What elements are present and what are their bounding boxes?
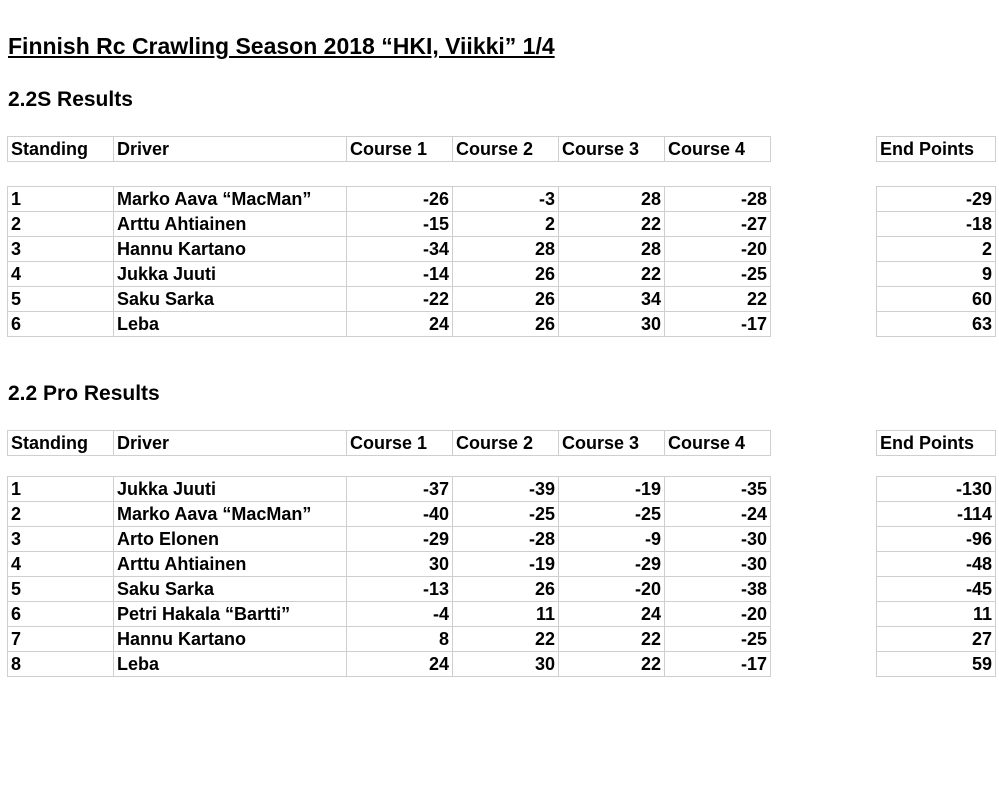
cell-standing: 7 [7,626,114,652]
cell-course-4: -27 [664,211,771,237]
cell-course-3: 22 [558,211,665,237]
cell-course-3: -9 [558,526,665,552]
cell-standing: 1 [7,476,114,502]
cell-standing: 5 [7,286,114,312]
cell-course-1: 8 [346,626,453,652]
cell-course-1: -29 [346,526,453,552]
cell-course-3: 28 [558,236,665,262]
header-standing: Standing [7,136,114,162]
cell-end-points: -48 [876,551,996,577]
cell-standing: 2 [7,501,114,527]
cell-course-1: -15 [346,211,453,237]
header-course-3: Course 3 [558,430,665,456]
cell-course-3: 22 [558,626,665,652]
cell-course-3: -25 [558,501,665,527]
cell-driver: Jukka Juuti [113,476,347,502]
header-course-2: Course 2 [452,136,559,162]
cell-course-4: -20 [664,601,771,627]
cell-driver: Arto Elonen [113,526,347,552]
section-title-2-2s: 2.2S Results [8,88,133,111]
cell-standing: 6 [7,311,114,337]
cell-course-1: 24 [346,651,453,677]
cell-course-3: -19 [558,476,665,502]
cell-end-points: -114 [876,501,996,527]
cell-end-points: 9 [876,261,996,287]
cell-course-3: 22 [558,261,665,287]
cell-course-4: -25 [664,261,771,287]
cell-end-points: -29 [876,186,996,212]
cell-driver: Hannu Kartano [113,236,347,262]
cell-driver: Petri Hakala “Bartti” [113,601,347,627]
cell-course-1: -4 [346,601,453,627]
cell-course-1: -14 [346,261,453,287]
cell-standing: 3 [7,236,114,262]
header-course-4: Course 4 [664,136,771,162]
cell-course-2: -25 [452,501,559,527]
cell-course-2: 26 [452,311,559,337]
header-course-3: Course 3 [558,136,665,162]
cell-course-1: -37 [346,476,453,502]
cell-course-2: 2 [452,211,559,237]
cell-course-4: -35 [664,476,771,502]
cell-driver: Saku Sarka [113,576,347,602]
cell-course-4: -17 [664,311,771,337]
cell-end-points: 60 [876,286,996,312]
cell-course-3: -29 [558,551,665,577]
cell-standing: 8 [7,651,114,677]
cell-course-4: -17 [664,651,771,677]
cell-driver: Marko Aava “MacMan” [113,501,347,527]
cell-end-points: -130 [876,476,996,502]
cell-course-1: 30 [346,551,453,577]
cell-driver: Hannu Kartano [113,626,347,652]
cell-standing: 2 [7,211,114,237]
cell-course-2: -19 [452,551,559,577]
cell-course-4: 22 [664,286,771,312]
cell-end-points: 27 [876,626,996,652]
cell-driver: Jukka Juuti [113,261,347,287]
cell-course-3: 24 [558,601,665,627]
cell-driver: Saku Sarka [113,286,347,312]
cell-course-4: -20 [664,236,771,262]
cell-course-4: -38 [664,576,771,602]
cell-course-3: 34 [558,286,665,312]
header-standing: Standing [7,430,114,456]
cell-end-points: 59 [876,651,996,677]
cell-end-points: -18 [876,211,996,237]
cell-course-4: -30 [664,526,771,552]
cell-course-2: -39 [452,476,559,502]
cell-end-points: 2 [876,236,996,262]
cell-driver: Leba [113,311,347,337]
cell-course-2: 11 [452,601,559,627]
header-driver: Driver [113,430,347,456]
cell-standing: 4 [7,551,114,577]
cell-course-4: -28 [664,186,771,212]
cell-course-2: 26 [452,261,559,287]
cell-course-2: 22 [452,626,559,652]
cell-driver: Arttu Ahtiainen [113,211,347,237]
cell-course-3: 30 [558,311,665,337]
cell-course-2: -28 [452,526,559,552]
cell-course-4: -30 [664,551,771,577]
header-end-points: End Points [876,430,996,456]
cell-driver: Leba [113,651,347,677]
cell-standing: 3 [7,526,114,552]
cell-course-4: -24 [664,501,771,527]
cell-course-1: -34 [346,236,453,262]
header-course-1: Course 1 [346,136,453,162]
cell-standing: 5 [7,576,114,602]
cell-course-1: -13 [346,576,453,602]
cell-course-1: 24 [346,311,453,337]
cell-course-3: 28 [558,186,665,212]
cell-end-points: -96 [876,526,996,552]
header-course-1: Course 1 [346,430,453,456]
cell-course-2: 30 [452,651,559,677]
cell-end-points: 11 [876,601,996,627]
document-title: Finnish Rc Crawling Season 2018 “HKI, Viikki” 1/4 [8,33,555,59]
cell-standing: 4 [7,261,114,287]
header-course-4: Course 4 [664,430,771,456]
section-title-2-2-pro: 2.2 Pro Results [8,382,160,405]
cell-course-2: 26 [452,576,559,602]
cell-standing: 6 [7,601,114,627]
cell-course-2: -3 [452,186,559,212]
header-course-2: Course 2 [452,430,559,456]
header-end-points: End Points [876,136,996,162]
cell-end-points: -45 [876,576,996,602]
cell-course-4: -25 [664,626,771,652]
cell-course-3: -20 [558,576,665,602]
cell-course-2: 28 [452,236,559,262]
cell-course-3: 22 [558,651,665,677]
cell-course-1: -40 [346,501,453,527]
cell-driver: Arttu Ahtiainen [113,551,347,577]
cell-end-points: 63 [876,311,996,337]
cell-driver: Marko Aava “MacMan” [113,186,347,212]
cell-course-1: -26 [346,186,453,212]
cell-course-1: -22 [346,286,453,312]
cell-standing: 1 [7,186,114,212]
cell-course-2: 26 [452,286,559,312]
header-driver: Driver [113,136,347,162]
